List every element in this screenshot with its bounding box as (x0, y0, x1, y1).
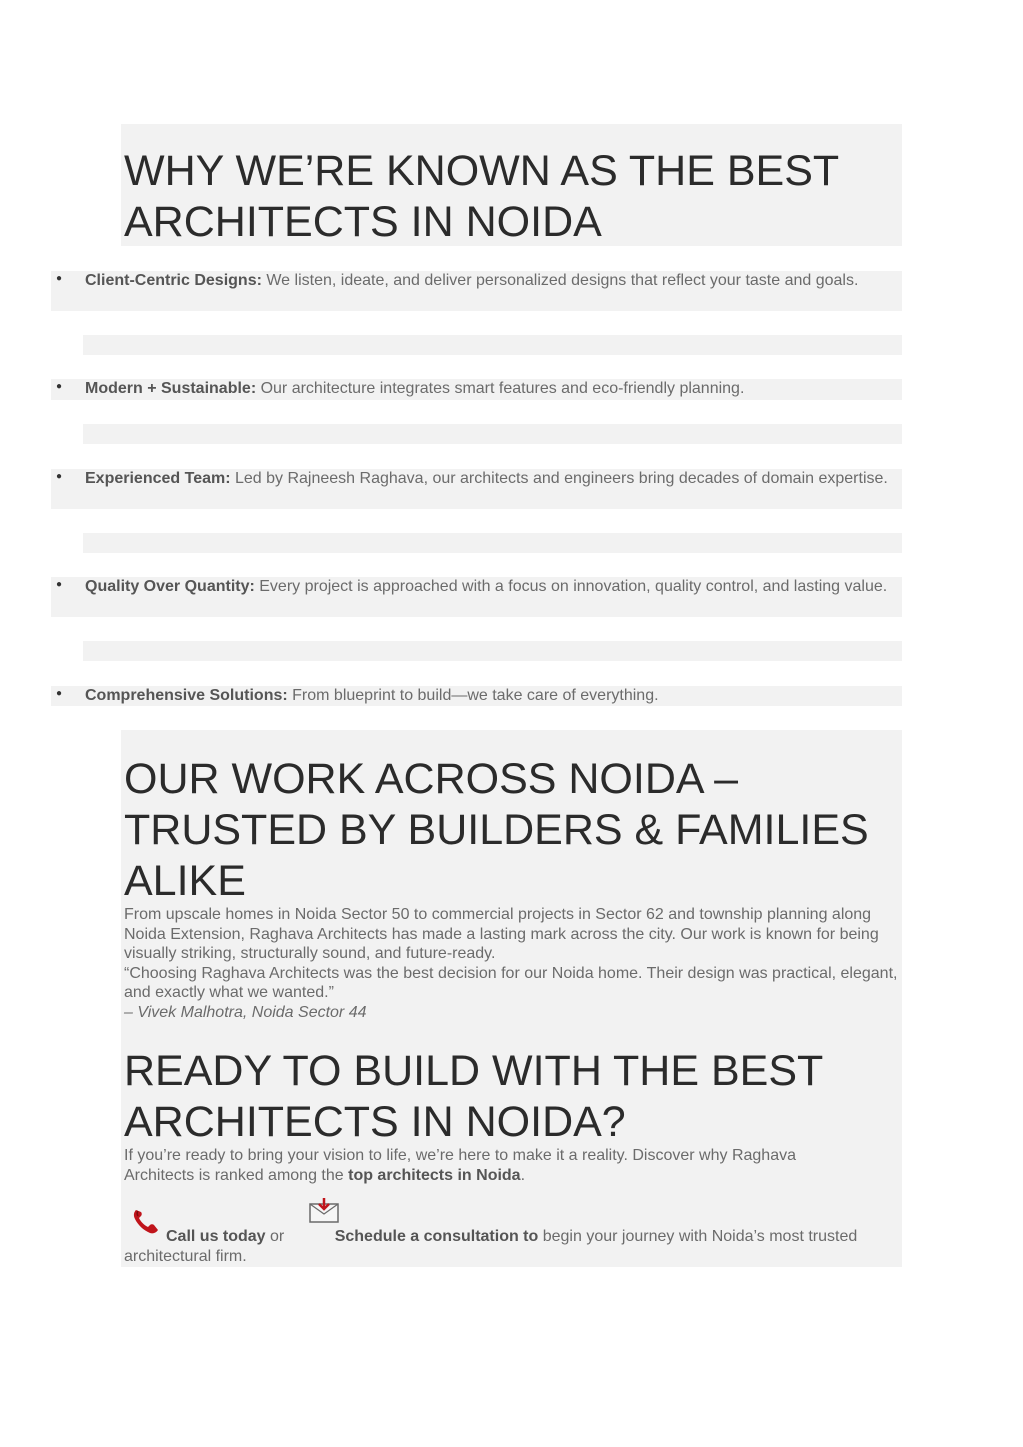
section2-title: OUR WORK ACROSS NOIDA – TRUSTED BY BUILDERS & FAMILIES ALIKE (124, 755, 869, 905)
divider (83, 641, 902, 661)
section1-title: WHY WE’RE KNOWN AS THE BEST ARCHITECTS IN NOIDA (124, 147, 840, 246)
bullet-icon: ● (56, 471, 63, 482)
list-item: ● Experienced Team: Led by Rajneesh Raghava, our architects and engineers bring decades of domain expertise. (51, 469, 902, 509)
phone-icon[interactable] (131, 1206, 161, 1236)
divider (83, 424, 902, 444)
list-item: ● Comprehensive Solutions: From blueprint to build—we take care of everything. (51, 686, 902, 706)
bullet-icon: ● (56, 688, 63, 699)
section3-title: READY TO BUILD WITH THE BEST ARCHITECTS IN NOIDA? (124, 1047, 824, 1146)
divider (83, 335, 902, 355)
bullet-icon: ● (56, 381, 63, 392)
bullet-icon: ● (56, 273, 63, 284)
cta-paragraph: Call us today or Schedule a consultation to begin your journey with Noida’s most trusted architectural firm. (124, 1228, 858, 1265)
section1-header (121, 124, 902, 246)
section3-body: If you’re ready to bring your vision to life, we’re here to make it a reality. Discover why Raghava Architects is ranked among the top architects in Noida. (124, 1147, 796, 1184)
list-item: ● Client-Centric Designs: We listen, ideate, and deliver personalized designs that reflect your taste and goals. (51, 271, 902, 311)
section2-body: From upscale homes in Noida Sector 50 to commercial projects in Sector 62 and township planning along Noida Extension, Raghava Architects has made a lasting mark across the city. Our work is known for being visually striking, structurally sound, and future-ready. “Choosing Raghava Architects was the best decision for our Noida home. Their design was practical, elegant, and exactly what we wanted.” – Vivek Malhotra, Noida Sector 44 (124, 906, 898, 1021)
schedule-consultation-link[interactable]: Schedule a consultation to (334, 1228, 539, 1245)
bullet-icon: ● (56, 579, 63, 590)
list-item: ● Modern + Sustainable: Our architecture integrates smart features and eco-friendly planning. (51, 379, 902, 400)
call-us-link[interactable]: Call us today (166, 1228, 266, 1245)
divider (83, 533, 902, 553)
list-item: ● Quality Over Quantity: Every project is approached with a focus on innovation, quality control, and lasting value. (51, 577, 902, 617)
content-panel (121, 730, 902, 1267)
mail-icon[interactable] (308, 1196, 340, 1224)
